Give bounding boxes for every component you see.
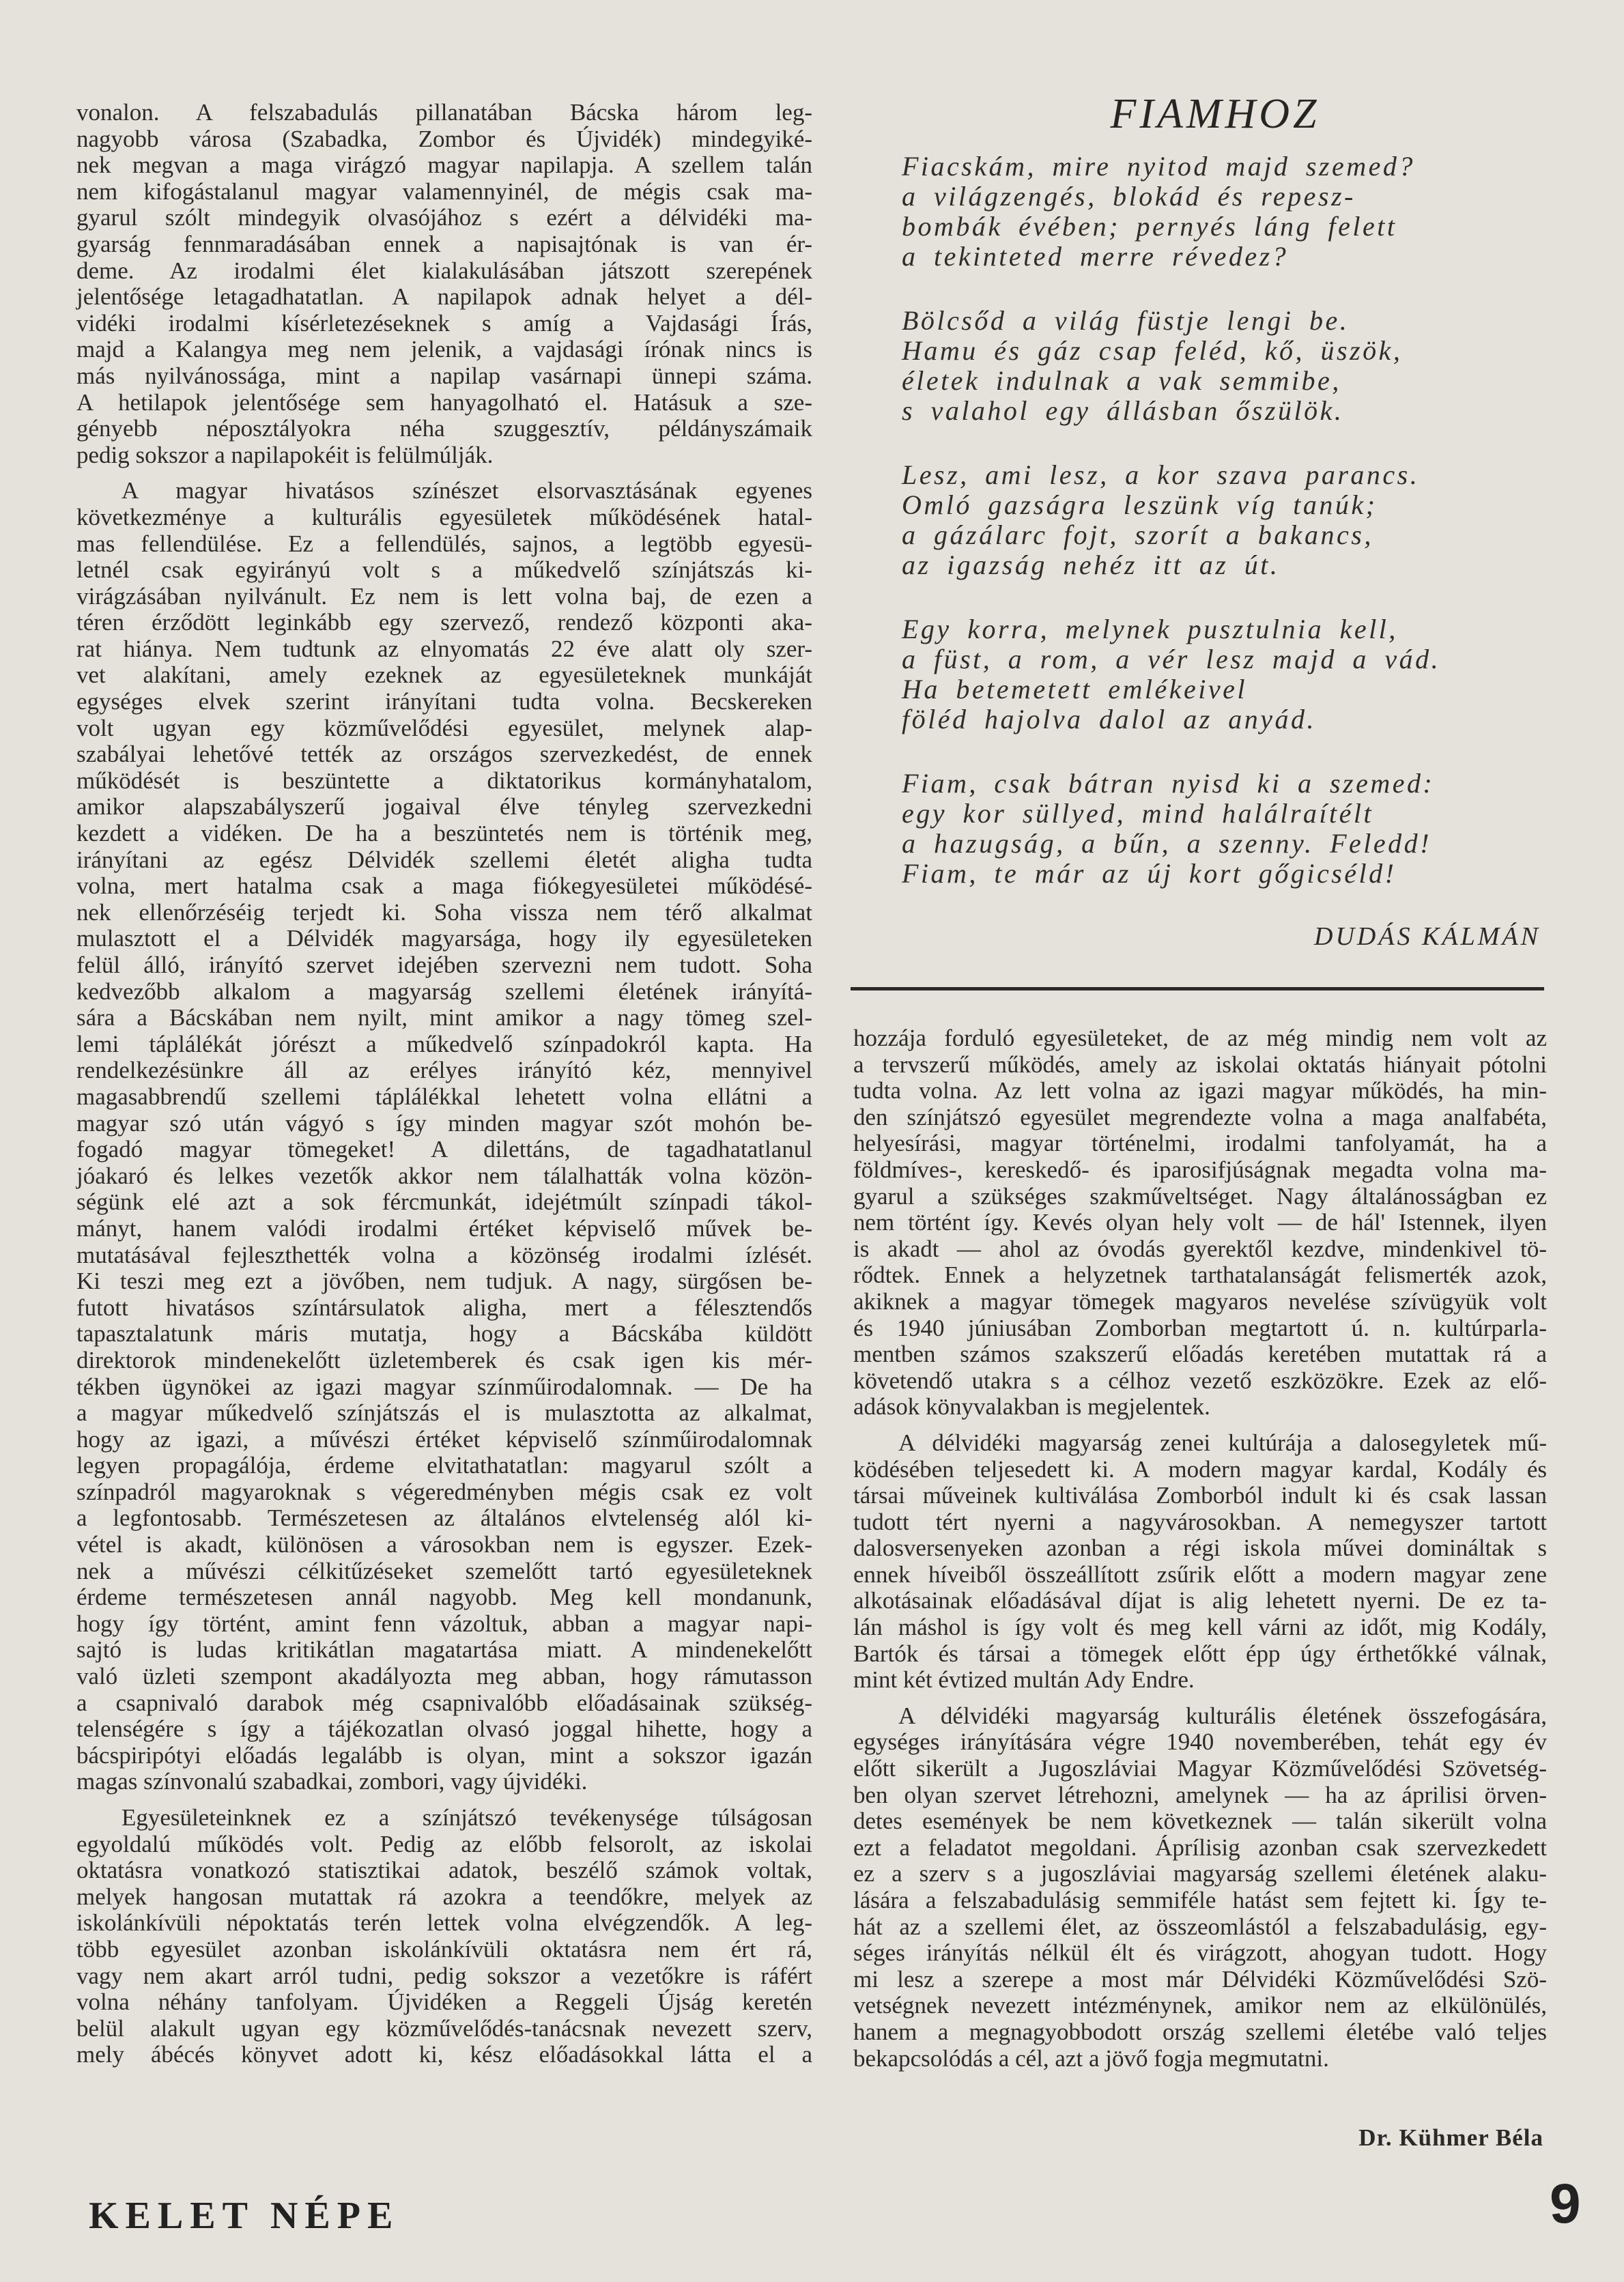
text-line: amikor alapszabályszerű jogaival élve tényleg szervezkedni <box>76 793 812 821</box>
text-line: érdeme természetesen annál nagyobb. Meg kell mondanunk, <box>76 1584 812 1611</box>
poem-body <box>902 152 1557 923</box>
text-line: melyek hangosan mutattak rá azokra a teendőkre, melyek az <box>76 1883 812 1910</box>
text-line: társai műveinek kultiválása Zomborból indult ki és csak lassan <box>853 1482 1547 1509</box>
poem-line: Egy korra, melynek pusztulnia kell, <box>902 614 1398 644</box>
text-line: ben olyan szervet létrehozni, amelynek — ha az áprilisi örven- <box>853 1781 1547 1808</box>
poem-stanza <box>902 769 1557 889</box>
text-line: színpadról magyaroknak s végeredményben mégis csak ez volt <box>76 1478 812 1505</box>
text-line: deme. Az irodalmi élet kialakulásában játszott szerepének <box>76 257 812 284</box>
paragraph <box>853 1430 1547 1694</box>
text-line: iskolánkívüli népoktatás terén lettek volna elvégzendők. A leg- <box>76 1909 812 1937</box>
text-line: letnél csak egyirányú volt s a műkedvelő színjátszás ki- <box>76 556 812 584</box>
page-number: 9 <box>1550 2173 1581 2235</box>
text-line: rat hiánya. Nem tudtunk az elnyomatás 22 éve alatt oly szer- <box>76 635 812 662</box>
text-line: felül álló, irányító szervet idejében szervezni nem tudott. Soha <box>76 952 812 978</box>
text-line: szabályai lehetővé tették az országos szervezkedést, de ennek <box>76 741 812 768</box>
text-line: nagyobb városa (Szabadka, Zombor és Újvidék) mindegyiké- <box>76 125 812 152</box>
text-line: egységes irányítására végre 1940 novemberében, tehát egy év <box>853 1728 1547 1756</box>
text-line: tapasztalatunk máris mutatja, hogy a Bácskába küldött <box>76 1320 812 1347</box>
text-line: hanem a megnagyobbodott ország szellemi életébe való teljes <box>853 2018 1547 2045</box>
paragraph <box>853 1025 1547 1421</box>
poem-stanza <box>902 306 1557 426</box>
text-line: Bartók és társai a tömegek előtt épp úgy érthetőkké válnak, <box>853 1640 1547 1667</box>
text-line: futott hivatásos színtársulatok aligha, mert a félesztendős <box>76 1294 812 1321</box>
text-line: mas fellendülése. Ez a fellendülés, sajnos, a legtöbb egyesü- <box>76 530 812 557</box>
text-line: és 1940 júniusában Zomborban megtartott ú. n. kultúrparla- <box>853 1314 1547 1341</box>
text-line: tudta volna. Az lett volna az igazi magyar működés, ha min- <box>853 1077 1547 1104</box>
text-line: rendelkezésünkre áll az erélyes irányító kéz, mennyivel <box>76 1057 812 1084</box>
text-line: gyarul szólt mindegyik olvasójához s ezért a délvidéki ma- <box>76 204 812 231</box>
text-line: akiknek a magyar tömegek magyaros nevelése szívügyük volt <box>853 1287 1547 1315</box>
poem-line: a világzengés, blokád és repesz- <box>902 181 1356 212</box>
text-line: nek ellenőrzéséig terjedt ki. Soha vissza nem térő alkalmat <box>76 898 812 926</box>
text-line: Ki teszi meg ezt a jövőben, nem tudjuk. A nagy, sürgősen be- <box>76 1268 812 1295</box>
text-line: kezdett a vidéken. De ha a beszüntetés nem is történik meg, <box>76 820 812 847</box>
text-line: jelentősége letagadhatatlan. A napilapok adnak helyet a dél- <box>76 283 812 311</box>
text-line: gényebb néposztályokra néha szuggesztív, példányszámaik <box>76 415 812 442</box>
poem-line: a hazugság, a bűn, a szenny. Feledd! <box>902 828 1431 859</box>
text-line: lására a felszabadulásig semmiféle hatást sem fejtett ki. Így te- <box>853 1887 1547 1913</box>
text-line: pedig sokszor a napilapokéit is felülmúlják. <box>76 441 494 468</box>
text-line: alkotásainak előadásával díjat is alig lehetett nyerni. De ez ta- <box>853 1587 1547 1614</box>
text-line: ennek híveiből összeállított zsűrik előtt a modern magyar zene <box>853 1560 1547 1588</box>
poem-line: a tekinteted merre révedez? <box>902 241 1289 272</box>
text-line: nem történt így. Kevés olyan hely volt — de hál' Istennek, ilyen <box>853 1209 1547 1236</box>
text-line: mely ábécés könyvet adott ki, kész előadásokkal látta el a <box>76 2041 812 2068</box>
text-line: vetségnek nevezett intézménynek, amikor nem az elkülönülés, <box>853 1992 1547 2019</box>
text-line: működését is beszüntette a diktatorikus kormányhatalom, <box>76 767 812 794</box>
text-line: mányt, hanem valódi irodalmi értéket képviselő művek be- <box>76 1214 812 1242</box>
text-line: más nyilvánossága, mint a napilap vasárnapi ünnepi száma. <box>76 362 812 389</box>
poem-line: Ha betemetett emlékeivel <box>902 674 1247 704</box>
text-line: a tervszerű működés, amely az iskolai oktatás hiányait pótolni <box>853 1051 1547 1078</box>
poem-line: Hamu és gáz csap feléd, kő, üszök, <box>902 335 1403 366</box>
text-line: mi lesz a szerepe a most már Délvidéki Közművelődési Szö- <box>853 1965 1547 1993</box>
text-line: vonalon. A felszabadulás pillanatában Bácska három leg- <box>76 99 812 126</box>
poem-line: bombák évében; pernyés láng felett <box>902 211 1397 242</box>
paragraph <box>76 100 812 468</box>
text-line: a magyar műkedvelő színjátszás el is mulasztotta az alkalmat, <box>76 1399 812 1427</box>
text-line: egyoldalú működés volt. Pedig az előbb felsorolt, az iskolai <box>76 1830 812 1857</box>
text-line: is akadt — ahol az óvodás gyerektől kezdve, mindenkivel tö- <box>853 1235 1547 1262</box>
article-signature: Dr. Kühmer Béla <box>1358 2124 1543 2151</box>
text-line: magyar szó után vágyó s így minden magyar szót mohón be- <box>76 1109 812 1137</box>
text-line: volt ugyan egy közművelődési egyesület, melynek alap- <box>76 714 812 741</box>
poem-author: DUDÁS KÁLMÁN <box>1314 922 1541 951</box>
poem-line: Fiam, csak bátran nyisd ki a szemed: <box>902 768 1435 799</box>
text-line: jóakaró és lelkes vezetők akkor nem tálalhatták volna közön- <box>76 1162 812 1189</box>
text-line: dalosversenyeken azonban a régi iskola művei domináltak s <box>853 1535 1547 1562</box>
paragraph <box>76 478 812 1795</box>
text-line: mutatásával fejleszthették volna a közönség irodalmi ízlését. <box>76 1241 812 1268</box>
text-line: bekapcsolódás a cél, azt a jövő fogja megmutatni. <box>853 2044 1329 2072</box>
text-line: volna, mert hatalma csak a maga fiókegyesületei működésé- <box>76 872 812 900</box>
poem-line: egy kor süllyed, mind halálraítélt <box>902 798 1374 829</box>
text-line: a legfontosabb. Természetesen az általános elvtelenség alól ki- <box>76 1504 812 1532</box>
poem-line: az igazság nehéz itt az út. <box>902 550 1280 580</box>
text-line: belül alakult ugyan egy közművelődés-tanácsnak nevezett szerv, <box>76 2014 812 2042</box>
text-line: ségünk elé azt a sok fércmunkát, idejétmúlt színpadi tákol- <box>76 1188 812 1216</box>
text-line: téren érződött leginkább egy szervező, rendező központi aka- <box>76 609 812 636</box>
text-line: vagy nem akart arról tudni, pedig sokszor a vezetőkre is ráfért <box>76 1962 812 1989</box>
text-line: gyarul a szükséges szakműveltséget. Nagy általánosságban ez <box>853 1182 1547 1210</box>
text-line: mulasztott el a Délvidék magyarsága, hogy ily egyesületeken <box>76 925 812 952</box>
text-line: vétel is akadt, különösen a városokban nem is egyszer. Ezek- <box>76 1531 812 1558</box>
text-line: egységes elvek szerint irányítani tudta volna. Becskereken <box>76 688 812 715</box>
text-line: előtt sikerült a Jugoszláviai Magyar Közművelődési Szövetség- <box>853 1755 1547 1782</box>
poem-line: s valahol egy állásban őszülök. <box>902 395 1344 426</box>
text-line: A délvidéki magyarság kulturális életének összefogására, <box>898 1702 1547 1729</box>
poem-title: FIAMHOZ <box>1110 91 1320 137</box>
text-line: legyen propagálója, érdeme elvitathatatlan: magyarul szólt a <box>76 1452 812 1479</box>
text-line: fogadó magyar tömegeket! A dilettáns, de tagadhatatlanul <box>76 1136 812 1163</box>
text-line: nek a művészi célkitűzéseket szemelőtt tartó egyesületeknek <box>76 1557 812 1584</box>
text-line: Egyesületeinknek ez a színjátszó tevékenysége túlságosan <box>122 1804 812 1831</box>
text-line: a csapnivaló darabok még csapnivalóbb előadásainak szükség- <box>76 1689 812 1716</box>
text-line: hogy így történt, amint fenn vázoltuk, abban a magyar napi- <box>76 1610 812 1637</box>
text-line: magas színvonalú szabadkai, zombori, vagy újvidéki. <box>76 1768 588 1795</box>
text-line: A hetilapok jelentősége sem hanyagolható el. Hatásuk a sze- <box>76 388 812 416</box>
footer-publication-title: KELET NÉPE <box>89 2195 400 2237</box>
text-line: sára a Bácskában nem nyilt, mint amikor a nagy tömeg szel- <box>76 1004 812 1031</box>
poem-line: a füst, a rom, a vér lesz majd a vád. <box>902 644 1441 674</box>
text-line: mint két évtized multán Ady Endre. <box>853 1666 1195 1694</box>
text-line: nek megvan a maga virágzó magyar napilapja. A szellem talán <box>76 152 812 179</box>
text-line: adások könyvalakban is megjelentek. <box>853 1393 1210 1421</box>
text-line: hozzája forduló egyesületeket, de az még mindig nem volt az <box>853 1025 1547 1051</box>
text-line: nem kifogástalanul magyar valamennyinél, de mégis csak ma- <box>76 177 812 205</box>
poem-stanza <box>902 614 1557 734</box>
article-column-left <box>76 100 812 2078</box>
poem-line: Omló gazságra leszünk víg tanúk; <box>902 489 1378 520</box>
text-line: ködésében teljesedett ki. A modern magyar kardal, Kodály és <box>853 1455 1547 1483</box>
text-line: hogy az igazi, a művészi értéket képviselő színműirodalomnak <box>76 1425 812 1453</box>
text-line: telenségére s így a tájékozatlan olvasó joggal hihette, hogy a <box>76 1715 812 1743</box>
text-line: A magyar hivatásos színészet elsorvasztásának egyenes <box>122 477 812 504</box>
text-line: irányítani az egész Délvidék szellemi életét aligha tudta <box>76 846 812 873</box>
paragraph <box>76 1805 812 2068</box>
text-line: rődtek. Ennek a helyzetnek tarthatalanságát felismerték azok, <box>853 1261 1547 1289</box>
poem-line: életek indulnak a vak semmibe, <box>902 365 1341 396</box>
text-line: követendő utakra s a célhoz vezető eszközökre. Ezek az elő- <box>853 1367 1547 1394</box>
poem-stanza <box>902 460 1557 580</box>
text-line: helyesírási, magyar történelmi, irodalmi tanfolyamát, ha a <box>853 1130 1547 1157</box>
poem-line: Fiacskám, mire nyitod majd szemed? <box>902 151 1415 182</box>
text-line: tudott tért nyerni a nagyvárosokban. A nemegyszer tartott <box>853 1508 1547 1535</box>
text-line: A délvidéki magyarság zenei kultúrája a dalosegyletek mű- <box>898 1429 1547 1456</box>
text-line: direktorok mindenekelőtt üzletemberek és csak igen kis mér- <box>76 1346 812 1373</box>
text-line: lán máshol is így volt és meg kell várni az időt, mig Kodály, <box>853 1614 1547 1641</box>
text-line: oktatásra vonatkozó statisztikai adatok, beszélő számok voltak, <box>76 1857 812 1884</box>
poem-line: Fiam, te már az új kort gőgicséld! <box>902 858 1397 889</box>
text-line: den színjátszó egyesület megrendezte volna a maga analfabéta, <box>853 1103 1547 1130</box>
text-line: való üzleti szempont akadályozta meg abban, hogy rámutasson <box>76 1663 812 1690</box>
poem-line: Bölcsőd a világ füstje lengi be. <box>902 305 1350 336</box>
text-line: tékben ügynökei az igazi magyar színműirodalomnak. — De ha <box>76 1373 812 1400</box>
poem-line: a gázálarc fojt, szorít a bakancs, <box>902 519 1373 550</box>
text-line: vidéki irodalmi kísérletezéseknek s amíg a Vajdasági Írás, <box>76 309 812 337</box>
text-line: séges irányítás nélkül élt és virágzott, ahogyan tudott. Hogy <box>853 1939 1547 1967</box>
poem-stanza <box>902 152 1557 272</box>
text-line: több egyesület azonban iskolánkívüli oktatásra nem ért rá, <box>76 1935 812 1963</box>
text-line: következménye a kulturális egyesületek működésének hatal- <box>76 503 812 530</box>
poem-line: Lesz, ami lesz, a kor szava parancs. <box>902 459 1420 490</box>
text-line: majd a Kalangya meg nem jelenik, a vajdasági írónak nincs is <box>76 336 812 363</box>
text-line: lemi táplálékát jórészt a műkedvelő színpadokról kapta. Ha <box>76 1030 812 1057</box>
text-line: magasabbrendű szellemi táplálékkal lehetett volna ellátni a <box>76 1083 812 1110</box>
text-line: mentben számos szakszerű előadás keretében mutattak rá a <box>853 1341 1547 1368</box>
text-line: vet alakítani, amely ezeknek az egyesületeknek munkáját <box>76 661 812 689</box>
text-line: gyarság fennmaradásában ennek a napisajtónak is van ér- <box>76 230 812 257</box>
text-line: hát az a szellemi élet, az összeomlástól a felszabadulásig, egy- <box>853 1913 1547 1940</box>
article-column-right <box>853 1025 1547 2081</box>
text-line: földmíves-, kereskedő- és iparosifjúságnak megadta volna ma- <box>853 1156 1547 1183</box>
text-line: volna néhány tanfolyam. Újvidéken a Reggeli Újság keretén <box>76 1988 812 2016</box>
text-line: ez a szerv s a jugoszláviai magyarság szellemi életének alaku- <box>853 1860 1547 1887</box>
text-line: bácspiripótyi előadás legalább is olyan, mint a sokszor igazán <box>76 1741 812 1769</box>
text-line: kedvezőbb alkalom a magyarság szellemi életének irányítá- <box>76 978 812 1005</box>
text-line: sajtó is ludas kritikátlan magatartása miatt. A mindenekelőtt <box>76 1636 812 1664</box>
text-line: virágzásában nyilvánult. Ez nem is lett volna baj, de ezen a <box>76 582 812 610</box>
text-line: ezt a feladatot megoldani. Áprílisig azonban csak szervezkedett <box>853 1834 1547 1861</box>
poem-line: föléd hajolva dalol az anyád. <box>902 704 1317 734</box>
text-line: detes események be nem következnek — talán sikerült volna <box>853 1808 1547 1835</box>
paragraph <box>853 1703 1547 2072</box>
section-divider-rule <box>851 987 1544 990</box>
